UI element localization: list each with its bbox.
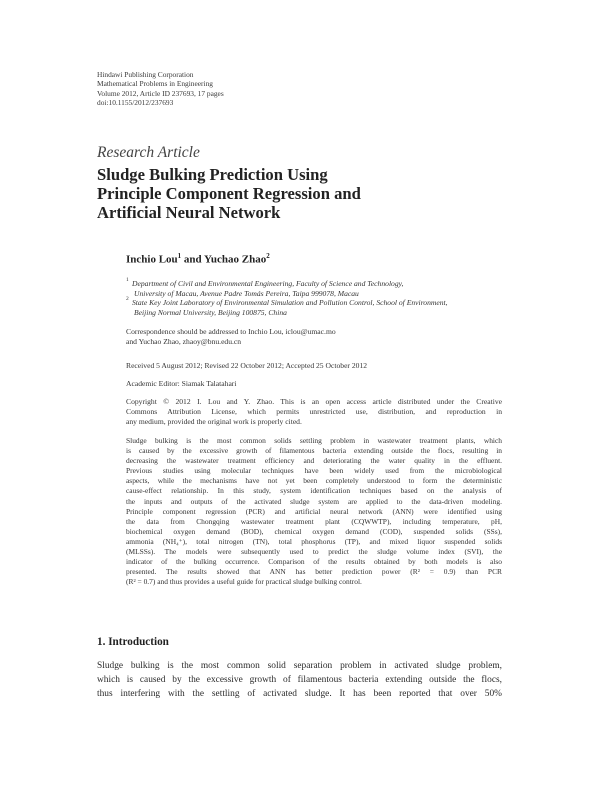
affiliation-line: Department of Civil and Environmental Engineering, Faculty of Science and Technology, <box>132 279 404 288</box>
affiliation-line: University of Macau, Avenue Padre Tomás Pereira, Taipa 999078, Macau <box>134 288 359 298</box>
abstract-line: ammonia (NH₄⁺), total nitrogen (TN), total phosphorus (TP), and mixed liquor suspended solids <box>126 536 502 546</box>
publisher-name: Hindawi Publishing Corporation <box>97 70 194 79</box>
author-name: Yuchao Zhao <box>204 253 267 266</box>
correspondence-line: and Yuchao Zhao, zhaoy@bnu.edu.cn <box>126 337 242 347</box>
affiliation-marker: 2 <box>266 252 270 260</box>
abstract-line: aspects, while the mechanisms have not yet been completely understood to form the deterministic <box>126 476 502 486</box>
abstract-line: Principle component regression (PCR) and artificial neural network (ANN) were identified using <box>126 506 502 516</box>
title-line: Principle Component Regression and <box>97 184 361 203</box>
abstract-line: is caused by the excessive growth of filamentous bacteria extending outside the flocs, resulting in <box>126 446 502 456</box>
affiliation-line: State Key Joint Laboratory of Environmental Simulation and Pollution Control, School of Environment, <box>132 298 448 308</box>
correspondence-line: Correspondence should be addressed to Inchio Lou, iclou@umac.mo <box>126 327 336 336</box>
title-line: Artificial Neural Network <box>97 203 281 222</box>
author-name: Inchio Lou <box>126 253 178 266</box>
affiliation-number: 1 <box>126 277 129 283</box>
journal-name: Mathematical Problems in Engineering <box>97 79 213 89</box>
affiliations <box>126 279 506 317</box>
affiliation <box>126 279 506 298</box>
abstract-line: the inputs and outputs of the activated sludge system are applied to the data-driven modeling. <box>126 496 502 506</box>
academic-editor: Academic Editor: Siamak Talatahari <box>126 379 237 388</box>
copyright-line: any medium, provided the original work is properly cited. <box>126 417 302 427</box>
copyright-notice <box>126 397 502 428</box>
affiliation <box>126 298 506 317</box>
article-type: Research Article <box>97 144 200 161</box>
paper-title <box>97 165 517 222</box>
abstract-line: biochemical oxygen demand (BOD), chemical oxygen demand (COD), suspended solids (SSs), <box>126 526 502 536</box>
introduction-text <box>97 659 502 701</box>
doi: doi:10.1155/2012/237693 <box>97 98 174 108</box>
body-line: which is caused by the excessive growth of filamentous bacteria extending outside the flocs, <box>97 675 502 685</box>
abstract-line: presented. The results showed that ANN has better prediction power (R² = 0.9) than PCR <box>126 567 502 577</box>
abstract-line: decreasing the wastewater treatment efficiency and deteriorating the water quality in the effluent. <box>126 456 502 466</box>
abstract-line: (R² = 0.7) and thus provides a useful guide for practical sludge bulking control. <box>126 577 362 587</box>
affiliation-line: Beijing Normal University, Beijing 100875, China <box>134 307 287 317</box>
copyright-line: Copyright © 2012 I. Lou and Y. Zhao. This is an open access article distributed under the Creative <box>126 397 502 406</box>
abstract <box>126 436 502 587</box>
abstract-line: Sludge bulking is the most common solids settling problem in wastewater treatment plants, which <box>126 436 502 445</box>
affiliation-marker: 1 <box>177 252 182 260</box>
abstract-line: Previous studies using molecular techniques have been widely used from the microbiological <box>126 466 502 476</box>
abstract-line: (MLSSs). The models were subsequently used to predict the sludge volume index (SVI), the <box>126 547 502 557</box>
title-line: Sludge Bulking Prediction Using <box>97 165 328 184</box>
volume-info: Volume 2012, Article ID 237693, 17 pages <box>97 88 224 98</box>
author-list <box>126 252 270 266</box>
section-heading: 1. Introduction <box>97 636 169 648</box>
abstract-line: indicator of the bulking occurrence. Comparison of the results obtained by both models is also <box>126 557 502 567</box>
journal-header <box>97 70 224 108</box>
affiliation-number: 2 <box>126 296 129 303</box>
author-connector: and <box>181 253 204 266</box>
body-line: Sludge bulking is the most common solid separation problem in activated sludge problem, <box>97 661 502 671</box>
abstract-line: the data from Chongqing wastewater treatment plant (CQWWTP), including temperature, pH, <box>126 516 502 526</box>
copyright-line: Commons Attribution License, which permits unrestricted use, distribution, and reproduction in <box>126 407 502 417</box>
correspondence <box>126 327 502 347</box>
body-line: thus interfering with the settling of activated sludge. It has been reported that over 50% <box>97 689 502 699</box>
abstract-line: cause-effect relationship. In this study, system identification techniques based on the analysis of <box>126 486 502 496</box>
submission-dates: Received 5 August 2012; Revised 22 October 2012; Accepted 25 October 2012 <box>126 361 368 370</box>
